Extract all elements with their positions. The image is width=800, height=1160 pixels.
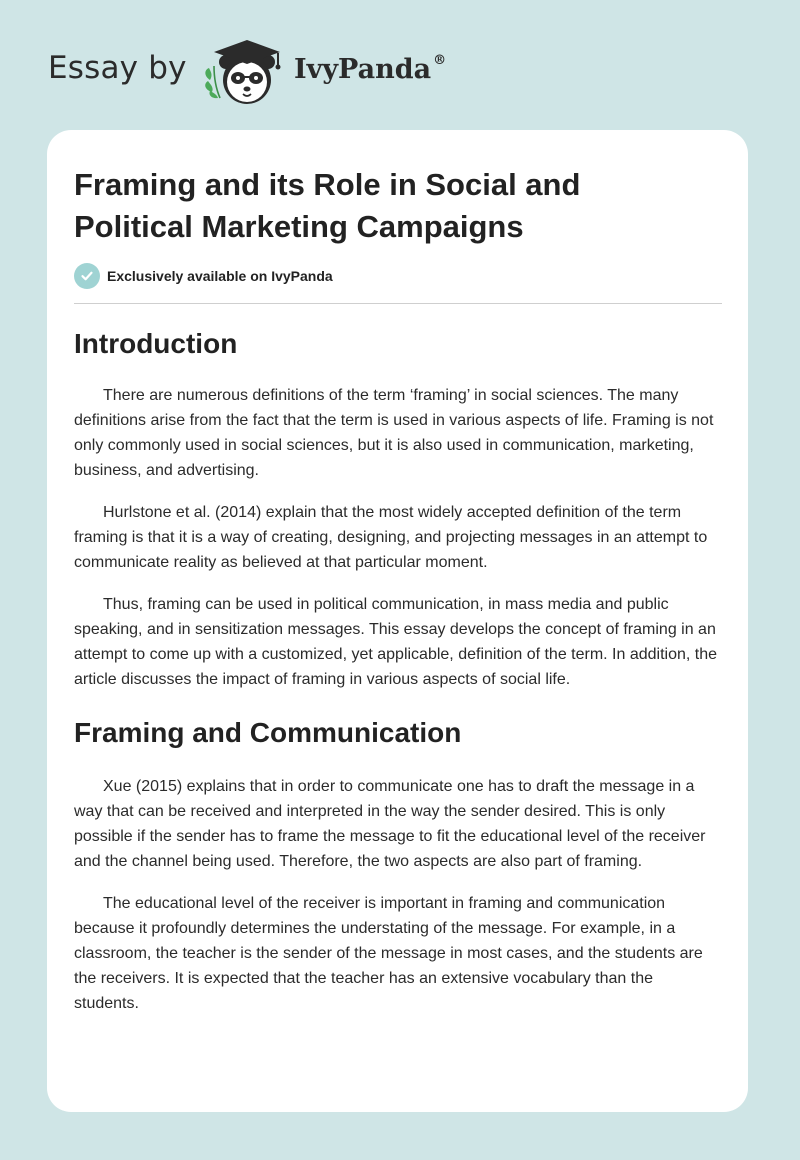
site-header — [0, 0, 800, 130]
check-circle-icon — [74, 263, 100, 289]
title-divider — [74, 303, 722, 304]
essay-card — [47, 130, 748, 1112]
body-paragraph: Thus, framing can be used in political communication, in mass media and public speaking, and in sensitization messages. This essay develops the concept of framing in an attempt to come up with a customized, yet applicable, definition of the term. In addition, the article discusses the impact of framing in various aspects of social life. — [74, 596, 718, 688]
registered-mark: ® — [433, 53, 447, 68]
exclusive-badge — [74, 263, 333, 289]
essay-body — [74, 326, 722, 1016]
body-paragraph: There are numerous definitions of the term ‘framing’ in social sciences. The many definitions arise from the fact that the term is used in various aspects of life. Framing is not only commonly used in social sciences, but it is also used in communication, marketing, business, and advertising. — [74, 387, 714, 479]
body-paragraph: Hurlstone et al. (2014) explain that the most widely accepted definition of the term framing is that it is a way of creating, designing, and projecting messages in an attempt to communicate reality as believed at that particular moment. — [74, 504, 708, 571]
essay-by-label: Essay by — [48, 50, 187, 86]
body-paragraph: Xue (2015) explains that in order to communicate one has to draft the message in a way that can be received and interpreted in the way the sender desired. This is only possible if the sender has to frame the message to fit the educational level of the receiver and the channel being used. Therefore, the two aspects are also part of framing. — [74, 778, 706, 870]
panda-graduate-logo-icon[interactable] — [200, 36, 292, 108]
ivypanda-wordmark[interactable] — [294, 54, 446, 85]
exclusive-badge-label: Exclusively available on IvyPanda — [107, 268, 333, 284]
body-paragraph: The educational level of the receiver is important in framing and communication because it profoundly determines the understating of the message. For example, in a classroom, the teacher is the sender of the message in most cases, and the students are the receivers. It is expected that the teacher has an extensive vocabulary than the students. — [74, 895, 703, 1012]
section-heading-introduction: Introduction — [74, 328, 238, 359]
essay-title: Framing and its Role in Social and Political Marketing Campaigns — [74, 167, 581, 244]
section-heading-framing-and-communication: Framing and Communication — [74, 717, 462, 748]
brand-name-text: IvyPanda — [294, 54, 432, 85]
